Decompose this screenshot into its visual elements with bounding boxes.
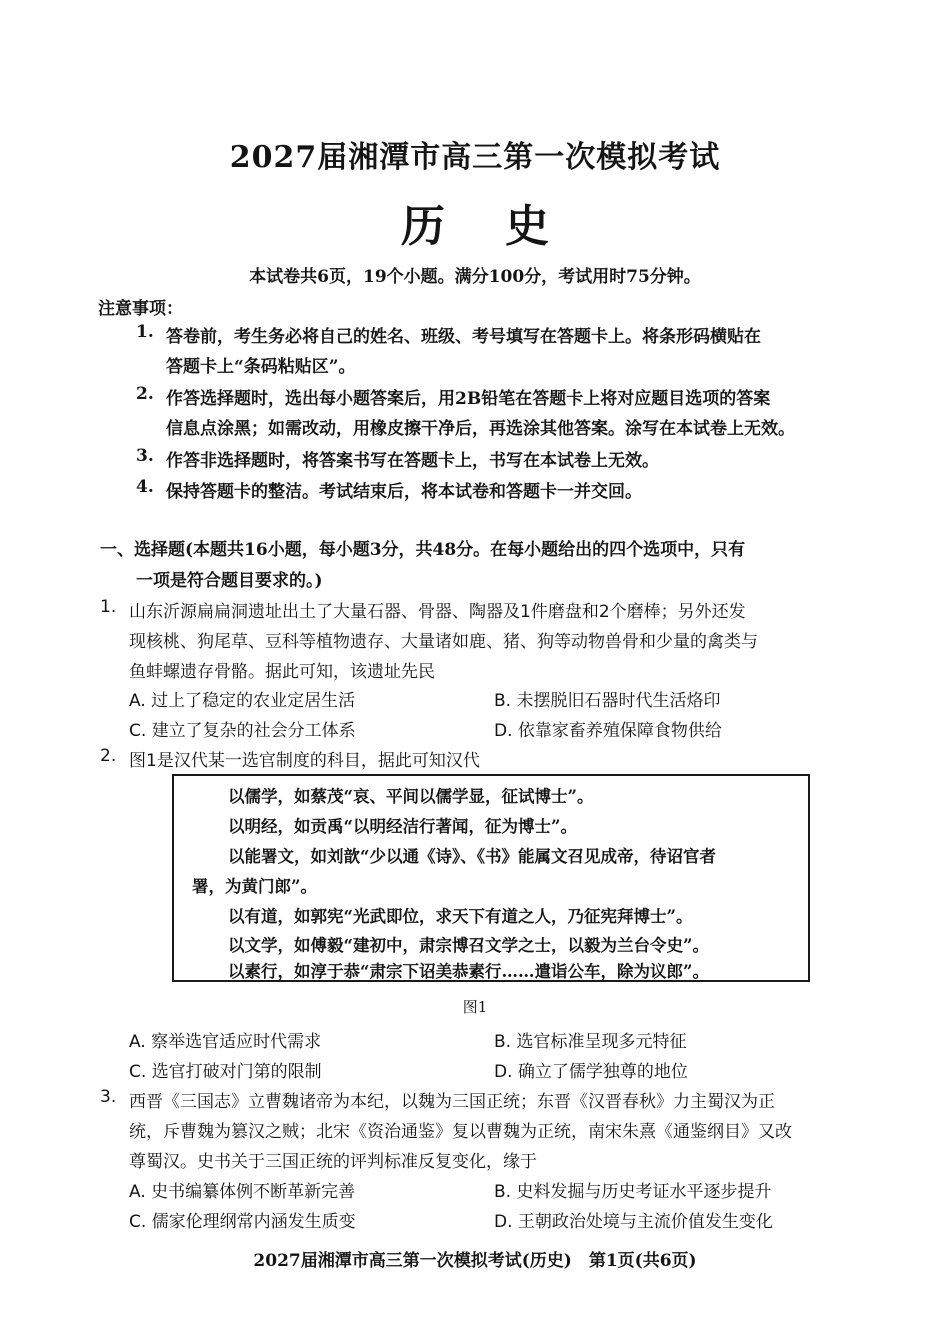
figure-1-line-6: 以文学，如傅毅“建初中，肃宗博召文学之士，以毅为兰台令史”。 — [228, 936, 709, 955]
subject-title: 历史 — [401, 201, 609, 252]
q2-option-b: B. 选官标准呈现多元特征 — [494, 1032, 687, 1052]
section-1-header — [100, 535, 745, 560]
figure-1-caption: 图1 — [462, 998, 488, 1016]
section-1-desc-line-2: 一项是符合题目要求的。) — [136, 571, 323, 591]
notice-item-1-line-2: 答题卡上“条码粘贴区”。 — [166, 357, 356, 377]
q1-option-b: B. 未摆脱旧石器时代生活烙印 — [494, 691, 721, 711]
q3-number: 3. — [100, 1087, 117, 1107]
q2-stem-line-1: 图1是汉代某一选官制度的科目，据此可知汉代 — [129, 751, 480, 771]
notice-item-1-line-1: 答卷前，考生务必将自己的姓名、班级、考号填写在答题卡上。将条形码横贴在 — [166, 327, 761, 347]
exam-title: 2027届湘潭市高三第一次模拟考试 — [229, 140, 721, 175]
figure-1-line-4: 署，为黄门郎”。 — [192, 877, 317, 896]
q1-option-a: A. 过上了稳定的农业定居生活 — [129, 691, 356, 711]
q1-option-c: C. 建立了复杂的社会分工体系 — [129, 721, 356, 741]
section-1-label: 一、选择题 — [100, 540, 185, 560]
figure-1-box — [172, 774, 810, 982]
figure-1-line-1: 以儒学，如蔡茂“哀、平间以儒学显，征试博士”。 — [228, 787, 594, 806]
notice-item-1-num: 1. — [136, 322, 154, 342]
figure-1-line-7: 以素行，如淳于恭“肃宗下诏美恭素行……遣诣公车，除为议郎”。 — [228, 962, 709, 981]
figure-1-line-5: 以有道，如郭宪“光武即位，求天下有道之人，乃征宪拜博士”。 — [228, 907, 693, 926]
q2-number: 2. — [100, 746, 117, 766]
section-1-desc: (本题共16小题，每小题3分，共48分。在每小题给出的四个选项中，只有 — [185, 540, 746, 560]
notice-item-3-line-1: 作答非选择题时，将答案书写在答题卡上，书写在本试卷上无效。 — [166, 451, 659, 471]
notice-item-2-line-2: 信息点涂黑；如需改动，用橡皮擦干净后，再选涂其他答案。涂写在本试卷上无效。 — [166, 419, 795, 439]
notice-item-3-num: 3. — [136, 446, 154, 466]
q1-stem-line-1: 山东沂源扁扁洞遗址出土了大量石器、骨器、陶器及1件磨盘和2个磨棒；另外还发 — [129, 602, 746, 622]
notice-item-2-line-1: 作答选择题时，选出每小题答案后，用2B铅笔在答题卡上将对应题目选项的答案 — [166, 389, 771, 409]
q2-option-a: A. 察举选官适应时代需求 — [129, 1032, 322, 1052]
q3-option-a: A. 史书编纂体例不断革新完善 — [129, 1182, 356, 1202]
exam-intro: 本试卷共6页，19个小题。满分100分，考试用时75分钟。 — [249, 267, 701, 287]
q2-option-d: D. 确立了儒学独尊的地位 — [494, 1062, 688, 1082]
q3-option-c: C. 儒家伦理纲常内涵发生质变 — [129, 1212, 356, 1232]
notice-item-4-num: 4. — [136, 477, 154, 497]
q3-stem-line-3: 尊蜀汉。史书关于三国正统的评判标准反复变化，缘于 — [129, 1152, 537, 1172]
q1-option-d: D. 依靠家畜养殖保障食物供给 — [494, 721, 722, 741]
q1-number: 1. — [100, 597, 117, 617]
q1-stem-line-3: 鱼蚌螺遗存骨骼。据此可知，该遗址先民 — [129, 662, 435, 682]
q3-stem-line-1: 西晋《三国志》立曹魏诸帝为本纪，以魏为三国正统；东晋《汉晋春秋》力主蜀汉为正 — [129, 1092, 775, 1112]
figure-1-line-3: 以能署文，如刘歆“少以通《诗》、《书》能属文召见成帝，待诏官者 — [228, 847, 716, 866]
q2-option-c: C. 选官打破对门第的限制 — [129, 1062, 322, 1082]
notice-item-4-line-1: 保持答题卡的整洁。考试结束后，将本试卷和答题卡一并交回。 — [166, 482, 642, 502]
q3-stem-line-2: 统，斥曹魏为篡汉之贼；北宋《资治通鉴》复以曹魏为正统，南宋朱熹《通鉴纲目》又改 — [129, 1122, 792, 1142]
notice-item-2-num: 2. — [136, 384, 154, 404]
q1-stem-line-2: 现核桃、狗尾草、豆科等植物遗存、大量诸如鹿、猪、狗等动物兽骨和少量的禽类与 — [129, 632, 758, 652]
notice-heading: 注意事项： — [98, 299, 183, 319]
page-footer: 2027届湘潭市高三第一次模拟考试(历史) 第1页(共6页) — [253, 1251, 697, 1271]
q3-option-d: D. 王朝政治处境与主流价值发生变化 — [494, 1212, 773, 1232]
figure-1-line-2: 以明经，如贡禹“以明经洁行著闻，征为博士”。 — [228, 817, 577, 836]
q3-option-b: B. 史料发掘与历史考证水平逐步提升 — [494, 1182, 772, 1202]
